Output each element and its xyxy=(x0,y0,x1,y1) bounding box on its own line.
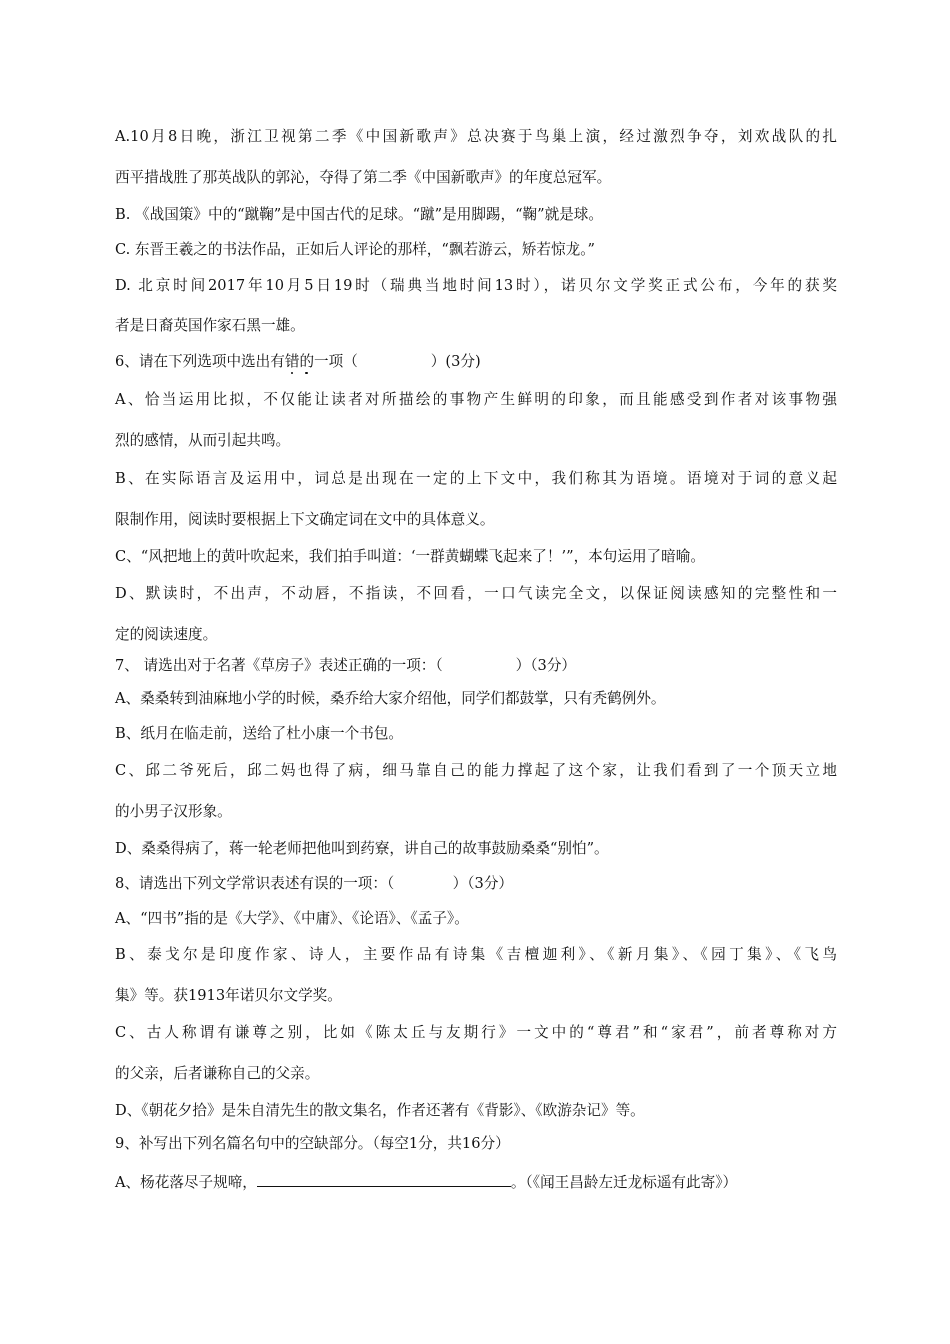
q5-option-c: C. 东晋王羲之的书法作品，正如后人评论的那样，“飘若游云，矫若惊龙。” xyxy=(115,241,595,258)
q9-item-a-prefix: A、杨花落尽子规啼， xyxy=(115,1174,257,1191)
q5-option-d-line1: D. 北京时间2017年10月5日19时（瑞典当地时间13时），诺贝尔文学奖正式公布，今年的获奖 xyxy=(115,277,837,294)
q7-option-b: B、纸月在临走前，送给了杜小康一个书包。 xyxy=(115,725,404,742)
q5-option-b: B. 《战国策》中的“蹴鞠”是中国古代的足球。“蹴”是用脚踢，“鞠”就是球。 xyxy=(115,206,603,223)
q8-option-a: A、“四书”指的是《大学》、《中庸》、《论语》、《孟子》。 xyxy=(115,910,469,927)
q6-option-c: C、“风把地上的黄叶吹起来，我们拍手叫道：‘一群黄蝴蝶飞起来了！’”，本句运用了暗喻。 xyxy=(115,548,705,565)
q9-stem: 9、补写出下列名篇名句中的空缺部分。（每空1分，共16分） xyxy=(115,1135,510,1152)
q6-option-d-line1: D、默读时，不出声，不动唇，不指读，不回看，一口气读完全文，以保证阅读感知的完整性和一 xyxy=(115,585,837,602)
q5-option-a-line2: 西平措战胜了那英战队的郭沁，夺得了第二季《中国新歌声》的年度总冠军。 xyxy=(115,169,612,186)
q8-stem: 8、请选出下列文学常识表述有误的一项：（ ）（3分） xyxy=(115,875,514,892)
q6-stem-prefix: 6、请在下列选项中选出有 xyxy=(115,353,285,370)
q9-item-a-answer-blank[interactable] xyxy=(257,1171,511,1187)
q7-option-d: D、桑桑得病了，蒋一轮老师把他叫到药寮，讲自己的故事鼓励桑桑“别怕”。 xyxy=(115,840,609,857)
q6-stem-suffix: 一项（ ）(3分) xyxy=(314,353,481,370)
q8-option-c-line1: C、古人称谓有谦尊之别，比如《陈太丘与友期行》一文中的“尊君”和“家君”，前者尊称对方 xyxy=(115,1024,837,1041)
q6-stem xyxy=(115,352,837,372)
q8-option-b-line2: 集》等。获1913年诺贝尔文学奖。 xyxy=(115,987,342,1004)
q6-stem-emphasis-2: 的 xyxy=(299,353,315,370)
q9-item-a xyxy=(115,1171,837,1193)
q8-option-c-line2: 的父亲，后者谦称自己的父亲。 xyxy=(115,1065,320,1082)
q6-option-a-line1: A、恰当运用比拟，不仅能让读者对所描绘的事物产生鲜明的印象，而且能感受到作者对该事物强 xyxy=(115,391,837,408)
q8-option-b-line1: B、泰戈尔是印度作家、诗人，主要作品有诗集《吉檀迦利》、《新月集》、《园丁集》、《飞鸟 xyxy=(115,946,837,963)
q6-option-b-line2: 限制作用，阅读时要根据上下文确定词在文中的具体意义。 xyxy=(115,511,495,528)
q6-option-a-line2: 烈的感情，从而引起共鸣。 xyxy=(115,432,291,449)
q6-option-b-line1: B、在实际语言及运用中，词总是出现在一定的上下文中，我们称其为语境。语境对于词的意义起 xyxy=(115,470,837,487)
q6-option-d-line2: 定的阅读速度。 xyxy=(115,626,218,643)
q7-option-c-line2: 的小男子汉形象。 xyxy=(115,803,232,820)
q6-stem-emphasis-1: 错 xyxy=(284,353,300,370)
q5-option-a-line1: A.10月8日晚，浙江卫视第二季《中国新歌声》总决赛于鸟巢上演，经过激烈争夺，刘欢战队的扎 xyxy=(115,128,837,145)
q9-item-a-suffix: 。（《闻王昌龄左迁龙标遥有此寄》） xyxy=(510,1174,738,1191)
q7-stem: 7、 请选出对于名著《草房子》表述正确的一项：（ ）（3分） xyxy=(115,657,577,674)
q5-option-d-line2: 者是日裔英国作家石黑一雄。 xyxy=(115,317,305,334)
q8-option-d: D、《朝花夕拾》是朱自清先生的散文集名，作者还著有《背影》、《欧游杂记》等。 xyxy=(115,1102,645,1119)
q7-option-a: A、桑桑转到油麻地小学的时候，桑乔给大家介绍他，同学们都鼓掌，只有秃鹤例外。 xyxy=(115,690,666,707)
q7-option-c-line1: C、邱二爷死后，邱二妈也得了病，细马靠自己的能力撑起了这个家，让我们看到了一个顶天立地 xyxy=(115,762,837,779)
